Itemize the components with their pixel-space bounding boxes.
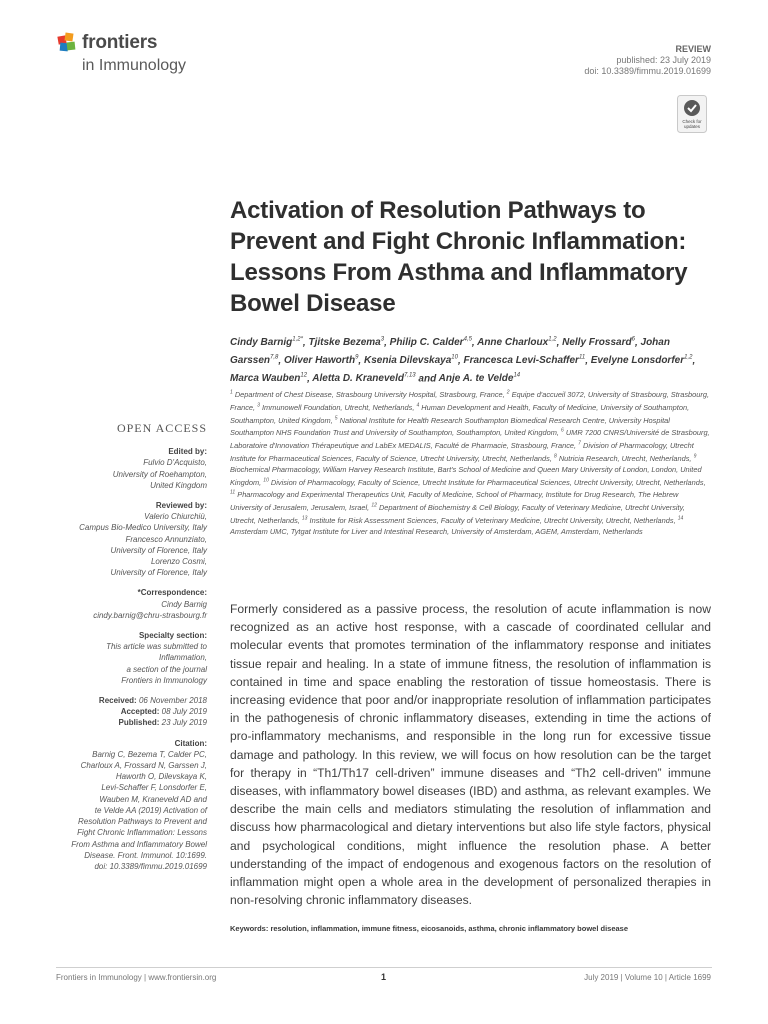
affiliation-number: 13 — [301, 515, 308, 522]
affiliation-text: Pharmacology and Experimental Therapeutics Unit, Faculty of Medicine, School of Pharmacy, Institute for Drug Research, The Hebrew University of Jerusalem, Jerusalem, Israel, — [230, 490, 679, 513]
editor-line: Fulvio D'Acquisto, — [143, 458, 207, 468]
affiliation-number: 3 — [257, 402, 260, 409]
citation-line: From Asthma and Inflammatory Bowel — [71, 839, 207, 849]
affiliation-number: 1 — [230, 390, 233, 396]
author-name: Tjitske Bezema — [308, 337, 381, 349]
article-sidebar — [40, 423, 207, 881]
author-name: Ksenia Dilevskaya — [363, 355, 452, 367]
citation-line: Levi-Schaffer F, Lonsdorfer E, — [101, 783, 207, 793]
author-name: Johan Garssen — [230, 337, 670, 367]
affiliation-text: National Institute for Health Research Southampton Biomedical Research Centre, University Hospital Southampton NHS Foundation Trust and University of Southampton, Southampton, United Kingdom, — [230, 415, 670, 438]
check-for-updates-icon[interactable] — [677, 95, 707, 133]
affiliation-number: 14 — [677, 515, 684, 522]
affiliation-number: 12 — [371, 502, 377, 509]
keywords — [230, 924, 711, 933]
affiliation-text: Human Development and Health, Faculty of Medicine, University of Southampton, Southampton, United Kingdom, — [230, 403, 690, 425]
specialty-line: This article was submitted to — [106, 642, 207, 652]
citation-line: Wauben M, Kraneveld AD and — [99, 794, 207, 804]
footer-volume: July 2019 | Volume 10 | Article 1699 — [584, 973, 711, 982]
abstract: Formerly considered as a passive process, the resolution of acute inflammation is now recognized as an active host response, with a cascade of coordinated cellular and molecular events that promotes termination of the inflammatory response and initiates tissue repair and healing. In a state of immune fitness, the resolution of inflammation is contained in time and space enabling the restoration of tissue homeostasis. There is increasing evidence that poor and/or inappropriate resolution of inflammation participates in the pathogenesis of chronic inflammatory diseases, extending in time the actions of pro-inflammatory mechanisms, and responsible in the long run for excessive tissue damage and pathology. In this review, we will focus on how resolution can be the target for therapy in “Th1/Th17 cell-driven” immune diseases and “Th2 cell-driven” immune diseases, with inflammatory bowel diseases (IBD) and asthma, as relevant examples. We describe the main cells and mediators stimulating the resolution of inflammation and discuss how pharmacological and dietary interventions but also life style factors, physical and psychological conditions, might influence the resolution phase. A better understanding of the impact of endogenous and exogenous factors on the resolution of inflammation might open a whole area in the development of personalized therapies in non-resolving chronic inflammatory diseases. — [230, 602, 711, 908]
received-label: Received: — [98, 696, 137, 706]
keywords-label: Keywords: — [230, 924, 269, 933]
citation-line: Haworth O, Dilevskaya K, — [115, 772, 207, 782]
affiliation-text: Department of Chest Disease, Strasbourg University Hospital, Strasbourg, France, — [234, 390, 505, 400]
citation-block — [40, 738, 207, 872]
affiliation-text: Immunowell Foundation, Utrecht, Netherlands, — [261, 403, 415, 413]
published-date: published: 23 July 2019 — [616, 55, 711, 65]
check-label-2: updates — [683, 124, 701, 129]
check-label-1: Check for — [682, 119, 702, 124]
affiliation-number: 5 — [334, 415, 338, 422]
author-name: Evelyne Lonsdorfer — [590, 355, 685, 367]
affiliation — [302, 516, 676, 525]
affiliation-text: Division of Pharmacology, Utrecht Institute for Pharmaceutical Sciences, Faculty of Science, Utrecht University, Utrecht, Netherlands, — [230, 441, 694, 463]
author-name: Marca Wauben — [230, 372, 301, 384]
author[interactable] — [390, 337, 472, 348]
citation-line: Fight Chronic Inflammation: Lessons — [77, 828, 207, 838]
author-affiliation-ref: 1,2 — [684, 354, 693, 361]
affiliation-text: Amsterdam UMC, Tytgat Institute for Liver and Intestinal Research, University of Amsterdam, AGEM, Amsterdam, Netherlands — [230, 526, 643, 536]
reviewed-by-block — [40, 500, 207, 578]
author-name: Anje A. te Velde — [438, 372, 514, 384]
affiliation-text: Department of Biochemistry & Cell Biology, Faculty of Veterinary Medicine, Utrecht University, Utrecht, Netherlands, — [230, 503, 685, 525]
specialty-block — [40, 630, 207, 686]
affiliation-number: 8 — [553, 453, 557, 460]
author[interactable] — [464, 355, 586, 366]
affiliation-number: 10 — [263, 477, 269, 484]
author-affiliation-ref: 1,2* — [292, 337, 303, 343]
author-affiliation-ref: 3 — [380, 337, 385, 343]
keywords-list: resolution, inflammation, immune fitness, eicosanoids, asthma, chronic inflammatory bowel disease — [270, 924, 629, 933]
citation-line: Charloux A, Frossard N, Garssen J, — [80, 761, 207, 771]
received-date: 06 November 2018 — [138, 696, 207, 706]
author-name: Nelly Frossard — [562, 337, 632, 349]
author-name: Francesca Levi-Schaffer — [463, 355, 579, 367]
correspondence-email[interactable]: cindy.barnig@chru-strasbourg.fr — [93, 610, 207, 620]
author[interactable] — [230, 337, 303, 348]
author-name: Anne Charloux — [477, 337, 549, 349]
affiliation-text: Division of Pharmacology, Faculty of Science, Utrecht Institute for Pharmaceutical Sciences, Utrecht University, Utrecht, Netherlands, — [270, 477, 706, 487]
author-affiliation-ref: 9 — [355, 354, 359, 361]
correspondence-name: Cindy Barnig — [161, 599, 207, 609]
affiliation-text: Nutricia Research, Utrecht, Netherlands, — [558, 453, 692, 463]
affiliation — [263, 478, 705, 487]
author-affiliation-ref: 10 — [451, 354, 458, 361]
author-affiliation-ref: 12 — [300, 372, 308, 379]
citation-doi[interactable]: doi: 10.3389/fimmu.2019.01699 — [94, 861, 207, 871]
author[interactable] — [230, 373, 307, 384]
author[interactable] — [439, 373, 521, 384]
author-name: Philip C. Calder — [389, 337, 464, 349]
specialty-line: a section of the journal — [126, 664, 207, 674]
reviewer-line: Valerio Chiurchiù, — [144, 512, 207, 522]
edited-by-block — [40, 446, 207, 491]
accepted-date: 08 July 2019 — [161, 707, 207, 717]
specialty-line: Frontiers in Immunology — [121, 675, 207, 685]
correspondence-block — [40, 587, 207, 621]
affiliation-number: 2 — [506, 390, 510, 396]
affiliation-number: 4 — [416, 402, 420, 409]
open-access-label: OPEN ACCESS — [116, 421, 207, 435]
editor-line: United Kingdom — [150, 480, 207, 490]
correspondence-label: *Correspondence: — [137, 588, 207, 598]
reviewer-line: Campus Bio-Medico University, Italy — [79, 523, 207, 533]
affiliations — [230, 388, 712, 537]
reviewer-line: University of Florence, Italy — [110, 568, 207, 578]
article-meta — [584, 44, 711, 77]
affiliation-number: 6 — [561, 428, 564, 435]
author-affiliation-ref: 6 — [631, 337, 635, 343]
author[interactable] — [312, 373, 415, 384]
citation-line: te Velde AA (2019) Activation of — [94, 805, 207, 815]
citation-line: Barnig C, Bezema T, Calder PC, — [92, 749, 207, 759]
author-name: Oliver Haworth — [283, 355, 356, 367]
logo-journal-name: in Immunology — [82, 57, 187, 74]
citation-label: Citation: — [174, 738, 207, 748]
article-type: REVIEW — [675, 44, 711, 54]
affiliation — [554, 454, 692, 463]
article-title: Activation of Resolution Pathways to Prevent and Fight Chronic Inflammation: Lessons From Asthma and Inflammatory Bowel Disease — [230, 197, 688, 317]
affiliation-number: 7 — [578, 440, 581, 447]
author-affiliation-ref: 14 — [513, 372, 521, 379]
affiliation-number: 11 — [230, 489, 236, 496]
author[interactable] — [562, 337, 635, 348]
journal-logo[interactable] — [56, 30, 226, 80]
logo-name: frontiers — [82, 32, 158, 53]
specialty-label: Specialty section: — [138, 631, 207, 641]
author-name: Aletta D. Kraneveld — [312, 372, 404, 384]
citation-line: Disease. Front. Immunol. 10:1699. — [84, 850, 207, 860]
author-affiliation-ref: 1,2 — [548, 337, 557, 343]
affiliation-text: Biochemical Pharmacology, William Harvey Research Institute, Bart's School of Medicine and Queen Mary University of London, London, United Kingdom, — [230, 465, 702, 487]
author[interactable] — [308, 337, 384, 348]
specialty-line: Inflammation, — [158, 653, 207, 663]
reviewed-by-label: Reviewed by: — [155, 501, 207, 511]
affiliation-text: Equipe d'accueil 3072, University of Strasbourg, Strasbourg, France, — [230, 390, 709, 413]
reviewer-line: Lorenzo Cosmi, — [150, 557, 207, 567]
reviewer-line: University of Florence, Italy — [110, 545, 207, 555]
author-affiliation-ref: 4,5 — [463, 337, 472, 343]
edited-by-label: Edited by: — [168, 447, 207, 457]
affiliation-text: Institute for Risk Assessment Sciences, Faculty of Veterinary Medicine, Utrecht University, Utrecht, Netherlands, — [309, 515, 676, 525]
author[interactable] — [477, 337, 556, 348]
author-affiliation-ref: 7,13 — [403, 372, 416, 379]
frontiers-logo-icon — [56, 32, 78, 58]
affiliation-number: 9 — [693, 453, 697, 460]
affiliation-text: UMR 7200 CNRS/Université de Strasbourg, Laboratoire d'Innovation Thérapeutique and LabEx MEDALIS, Faculté de Pharmacie, Strasbourg, France, — [230, 428, 710, 451]
accepted-label: Accepted: — [120, 707, 160, 717]
footer-divider — [56, 967, 712, 968]
published-label: Published: — [118, 718, 160, 728]
published-date-sidebar: 23 July 2019 — [161, 718, 207, 728]
affiliation — [230, 390, 505, 399]
author-affiliation-ref: 7,8 — [270, 354, 279, 361]
citation-line: Resolution Pathways to Prevent and — [78, 817, 207, 827]
reviewer-line: Francesco Annunziato, — [125, 534, 207, 544]
editor-line: University of Roehampton, — [112, 469, 207, 479]
author[interactable] — [284, 355, 358, 366]
page-number: 1 — [381, 972, 387, 982]
author[interactable] — [591, 355, 693, 366]
author-affiliation-ref: 11 — [578, 354, 586, 361]
author[interactable] — [364, 355, 458, 366]
doi[interactable]: doi: 10.3389/fimmu.2019.01699 — [584, 66, 711, 76]
footer-journal[interactable]: Frontiers in Immunology | www.frontiersin.org — [56, 973, 217, 982]
affiliation — [257, 403, 414, 412]
author-list: Cindy Barnig$^{1,2*}$, Tjitske Bezema$^3$, Philip C. Calder$^{4,5}$, Anne Charloux$^{1,2}$, Nelly Frossard$^6$, Johan Garssen$^{7,8}$, Oliver Haworth$^9$, Ksenia Dilevskaya$^{10}$, Francesca Levi-Schaffer$^{11}$, Evelyne Lonsdorfer$^{1,2}$, Marca Wauben$^{12}$, Aletta D. Kraneveld$^{7,13}$ and Anje A. te Velde$^{14}$ — [230, 337, 696, 384]
author-name: Cindy Barnig — [230, 337, 293, 349]
dates-block — [40, 695, 207, 729]
